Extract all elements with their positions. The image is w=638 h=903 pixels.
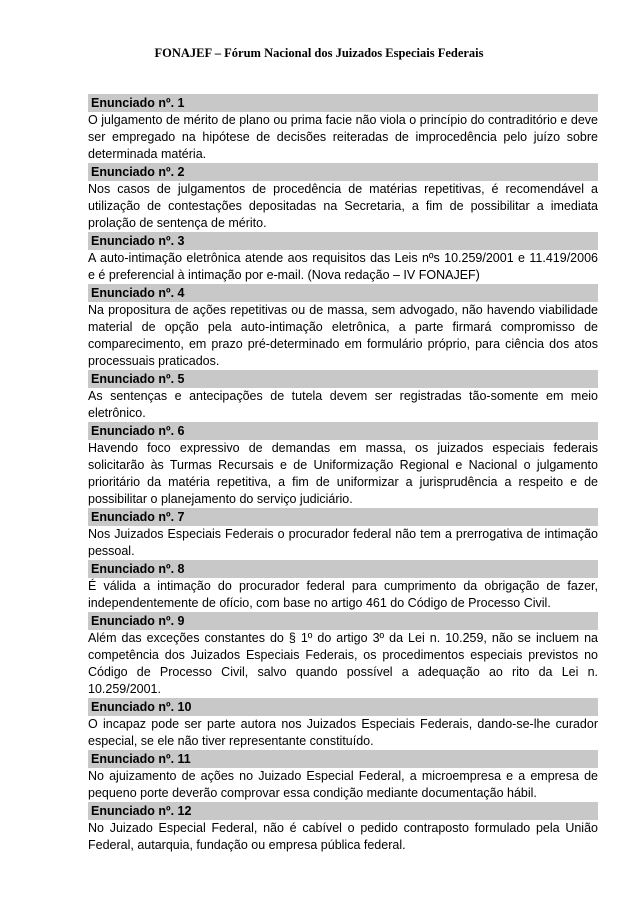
enunciado-heading: Enunciado nº. 5 xyxy=(88,370,598,388)
enunciado-heading: Enunciado nº. 4 xyxy=(88,284,598,302)
enunciado-item xyxy=(88,422,598,508)
enunciado-heading: Enunciado nº. 11 xyxy=(88,750,598,768)
enunciados-list xyxy=(88,94,598,854)
enunciado-item xyxy=(88,163,598,232)
enunciado-item xyxy=(88,750,598,802)
enunciado-text: O incapaz pode ser parte autora nos Juizados Especiais Federais, dando-se-lhe curador especial, se ele não tiver representante constituído. xyxy=(88,717,598,748)
enunciado-heading: Enunciado nº. 6 xyxy=(88,422,598,440)
enunciado-text: Além das exceções constantes do § 1º do artigo 3º da Lei n. 10.259, não se incluem na competência dos Juizados Especiais Federais, os procedimentos especiais previstos no Código de Processo Civil, salvo quando possível a adequação ao rito da Lei n. 10.259/2001. xyxy=(88,631,598,696)
enunciado-text: Nos Juizados Especiais Federais o procurador federal não tem a prerrogativa de intimação pessoal. xyxy=(88,527,598,558)
enunciado-heading: Enunciado nº. 3 xyxy=(88,232,598,250)
enunciado-text: É válida a intimação do procurador federal para cumprimento da obrigação de fazer, independentemente de ofício, com base no artigo 461 do Código de Processo Civil. xyxy=(88,579,598,610)
enunciado-text: No Juizado Especial Federal, não é cabível o pedido contraposto formulado pela União Federal, autarquia, fundação ou empresa pública federal. xyxy=(88,821,598,852)
enunciado-item xyxy=(88,802,598,854)
enunciado-heading: Enunciado nº. 1 xyxy=(88,94,598,112)
enunciado-heading: Enunciado nº. 9 xyxy=(88,612,598,630)
enunciado-item xyxy=(88,284,598,370)
enunciado-item xyxy=(88,612,598,698)
enunciado-item xyxy=(88,232,598,284)
enunciado-text: Na propositura de ações repetitivas ou de massa, sem advogado, não havendo viabilidade material de opção pela auto-intimação eletrônica, a parte firmará compromisso de comparecimento, em prazo pré-determinado em formulário próprio, para ciência dos atos processuais praticados. xyxy=(88,303,598,368)
enunciado-text: Nos casos de julgamentos de procedência de matérias repetitivas, é recomendável a utilização de contestações depositadas na Secretaria, a fim de possibilitar a imediata prolação de sentença de mérito. xyxy=(88,182,598,230)
document-title: FONAJEF – Fórum Nacional dos Juizados Especiais Federais xyxy=(154,46,484,60)
enunciado-item xyxy=(88,94,598,163)
enunciado-text: Havendo foco expressivo de demandas em massa, os juizados especiais federais solicitarão às Turmas Recursais e de Uniformização Regional e Nacional o julgamento prioritário da matéria repetitiva, a fim de uniformizar a jurisprudência a respeito e de possibilitar o planejamento do serviço judiciário. xyxy=(88,441,598,506)
enunciado-item xyxy=(88,560,598,612)
enunciado-text: As sentenças e antecipações de tutela devem ser registradas tão-somente em meio eletrônico. xyxy=(88,389,598,420)
enunciado-text: A auto-intimação eletrônica atende aos requisitos das Leis nºs 10.259/2001 e 11.419/2006 e é preferencial à intimação por e-mail. (Nova redação – IV FONAJEF) xyxy=(88,251,598,282)
enunciado-heading: Enunciado nº. 10 xyxy=(88,698,598,716)
enunciado-item xyxy=(88,508,598,560)
enunciado-item xyxy=(88,698,598,750)
enunciado-heading: Enunciado nº. 8 xyxy=(88,560,598,578)
enunciado-heading: Enunciado nº. 2 xyxy=(88,163,598,181)
enunciado-heading: Enunciado nº. 12 xyxy=(88,802,598,820)
enunciado-item xyxy=(88,370,598,422)
enunciado-heading: Enunciado nº. 7 xyxy=(88,508,598,526)
enunciado-text: O julgamento de mérito de plano ou prima facie não viola o princípio do contraditório e deve ser empregado na hipótese de decisões reiteradas de improcedência pelo juízo sobre determinada matéria. xyxy=(88,113,598,161)
enunciado-text: No ajuizamento de ações no Juizado Especial Federal, a microempresa e a empresa de pequeno porte deverão comprovar essa condição mediante documentação hábil. xyxy=(88,769,598,800)
